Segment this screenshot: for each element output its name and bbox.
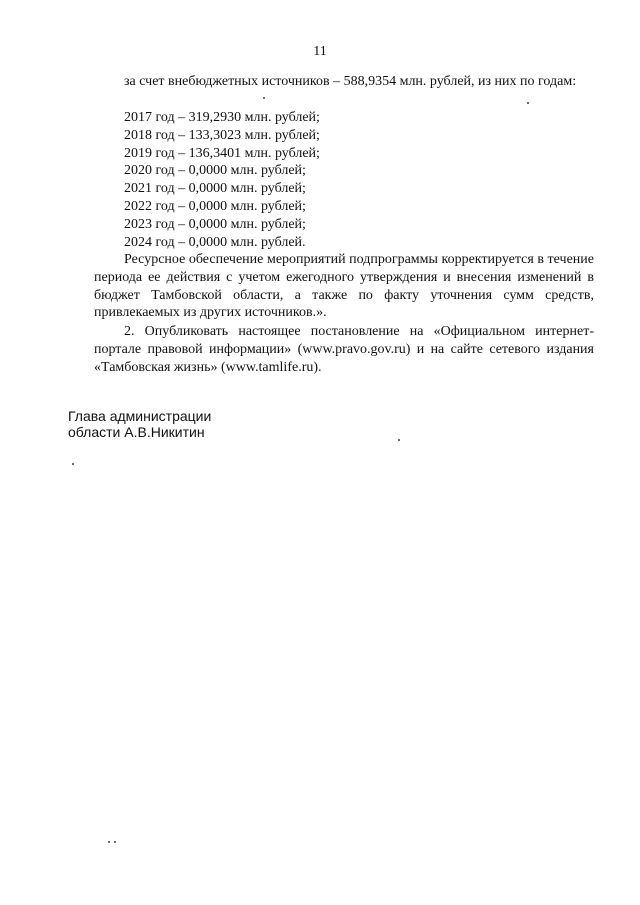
year-item-2024: 2024 год – 0,0000 млн. рублей. bbox=[124, 234, 306, 250]
scan-speck bbox=[398, 439, 400, 441]
signature-name: области А.В.Никитин bbox=[68, 424, 205, 440]
paragraph-resource: Ресурсное обеспечение мероприятий подпрограммы корректируется в течение периода ее действия с учетом ежегодного утверждения и внесения изменений в бюджет Тамбовской области, а также по факту уточнения сумм средств, привлекаемых из других источников.». bbox=[94, 252, 594, 321]
years-list bbox=[124, 109, 320, 251]
scan-speck bbox=[108, 841, 110, 843]
paragraph-intro: за счет внебюджетных источников – 588,9354 млн. рублей, из них по годам: bbox=[124, 74, 577, 89]
page-number: 11 bbox=[313, 44, 327, 59]
year-item-2021: 2021 год – 0,0000 млн. рублей; bbox=[124, 181, 306, 197]
signature-title: Глава администрации bbox=[68, 408, 212, 424]
year-item-2020: 2020 год – 0,0000 млн. рублей; bbox=[124, 163, 306, 179]
scan-speck bbox=[72, 463, 74, 465]
signature-block bbox=[68, 408, 211, 440]
scan-speck bbox=[263, 97, 265, 99]
year-item-2017: 2017 год – 319,2930 млн. рублей; bbox=[124, 110, 320, 125]
scan-speck bbox=[114, 841, 116, 843]
year-item-2018: 2018 год – 133,3023 млн. рублей; bbox=[124, 127, 320, 143]
year-item-2023: 2023 год – 0,0000 млн. рублей; bbox=[124, 216, 306, 232]
year-item-2022: 2022 год – 0,0000 млн. рублей; bbox=[124, 198, 306, 214]
year-item-2019: 2019 год – 136,3401 млн. рублей; bbox=[124, 145, 320, 161]
scan-speck bbox=[527, 102, 529, 104]
paragraph-publish: 2. Опубликовать настоящее постановление на «Официальном интернет-портале правовой информации» (www.pravo.gov.ru) и на сайте сетевого издания «Тамбовская жизнь» (www.tamlife.ru). bbox=[94, 324, 594, 375]
